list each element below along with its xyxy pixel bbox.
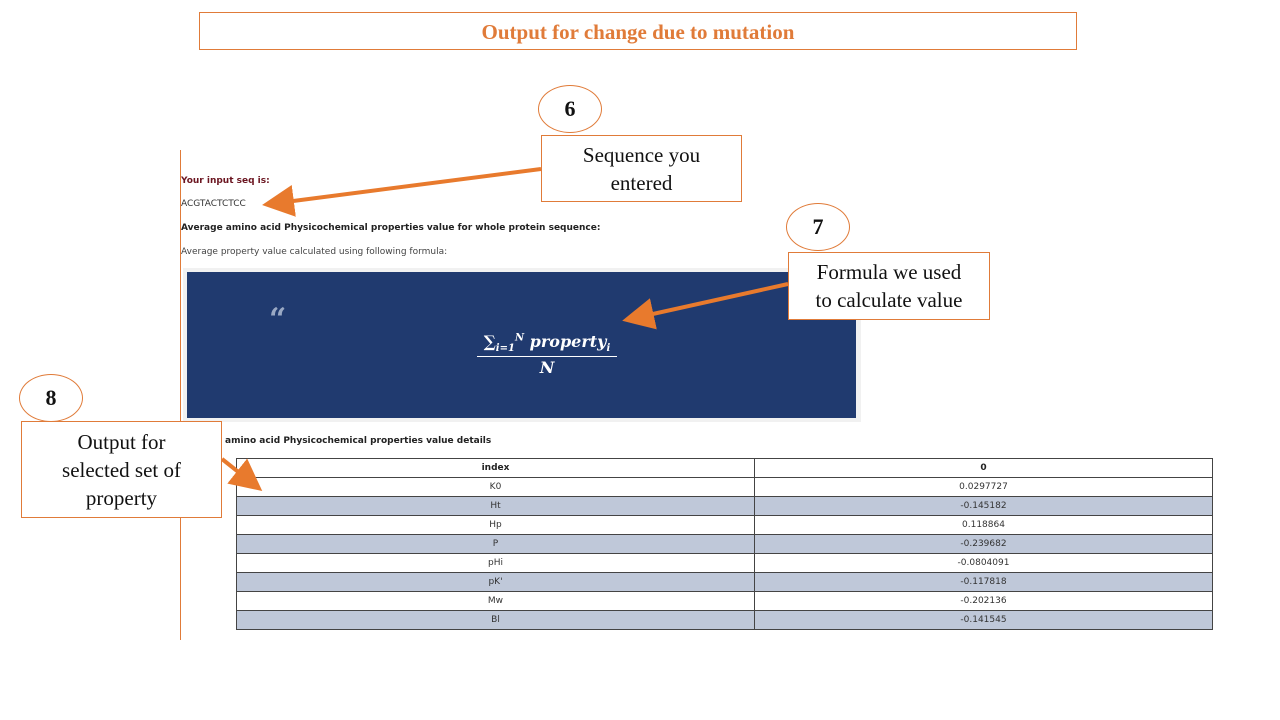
row-value: -0.0804091 xyxy=(755,554,1213,573)
details-heading: amino acid Physicochemical properties value details xyxy=(225,436,492,446)
row-index: Ht xyxy=(237,497,755,516)
formula-panel xyxy=(183,268,861,422)
table-row xyxy=(237,592,1213,611)
input-sequence-value: ACGTACTCTCC xyxy=(181,199,246,209)
row-index: P xyxy=(237,535,755,554)
callout-output xyxy=(21,421,222,518)
arrow-to-sequence xyxy=(270,169,541,204)
average-formula xyxy=(477,332,617,377)
callout-formula xyxy=(788,252,990,320)
sum-lower-bound: i=1 xyxy=(495,343,515,355)
callout-formula-line-1: Formula we used xyxy=(816,260,962,284)
column-header-index: index xyxy=(237,459,755,478)
row-index: Mw xyxy=(237,592,755,611)
row-index: K0 xyxy=(237,478,755,497)
table-row xyxy=(237,497,1213,516)
sum-symbol: ∑ xyxy=(483,332,496,351)
column-header-value: 0 xyxy=(755,459,1213,478)
formula-card xyxy=(187,272,856,418)
row-value: -0.239682 xyxy=(755,535,1213,554)
properties-table xyxy=(236,458,1213,630)
callout-output-line-1: Output for xyxy=(77,429,166,454)
callout-sequence-line-2: entered xyxy=(610,170,673,195)
slide-title: Output for change due to mutation xyxy=(199,12,1077,50)
row-value: -0.145182 xyxy=(755,497,1213,516)
row-index: Hp xyxy=(237,516,755,535)
callout-sequence xyxy=(541,135,742,202)
input-seq-label: Your input seq is: xyxy=(181,176,270,186)
table-header-row xyxy=(237,459,1213,478)
callout-formula-line-2: to calculate value xyxy=(815,288,963,312)
step-8-circle: 8 xyxy=(19,374,83,422)
step-6-circle: 6 xyxy=(538,85,602,133)
callout-output-line-2: selected set of xyxy=(62,457,181,482)
callout-sequence-line-1: Sequence you xyxy=(582,142,701,167)
table-row xyxy=(237,611,1213,630)
sum-upper-bound: N xyxy=(514,332,525,344)
row-value: 0.0297727 xyxy=(755,478,1213,497)
row-index: pK' xyxy=(237,573,755,592)
average-formula-note: Average property value calculated using following formula: xyxy=(181,247,448,257)
step-7-circle: 7 xyxy=(786,203,850,251)
formula-term: property xyxy=(529,332,607,351)
row-value: -0.117818 xyxy=(755,573,1213,592)
table-row xyxy=(237,573,1213,592)
average-properties-heading: Average amino acid Physicochemical properties value for whole protein sequence: xyxy=(181,223,601,233)
table-row xyxy=(237,516,1213,535)
row-value: -0.141545 xyxy=(755,611,1213,630)
formula-numerator xyxy=(477,332,617,357)
row-index: Bl xyxy=(237,611,755,630)
formula-term-index: i xyxy=(606,343,611,355)
formula-denominator: N xyxy=(539,358,555,378)
table-row xyxy=(237,554,1213,573)
row-value: 0.118864 xyxy=(755,516,1213,535)
callout-output-line-3: property xyxy=(85,485,158,510)
row-value: -0.202136 xyxy=(755,592,1213,611)
row-index: pHi xyxy=(237,554,755,573)
quote-icon: “ xyxy=(269,302,287,337)
table-row xyxy=(237,535,1213,554)
table-row xyxy=(237,478,1213,497)
